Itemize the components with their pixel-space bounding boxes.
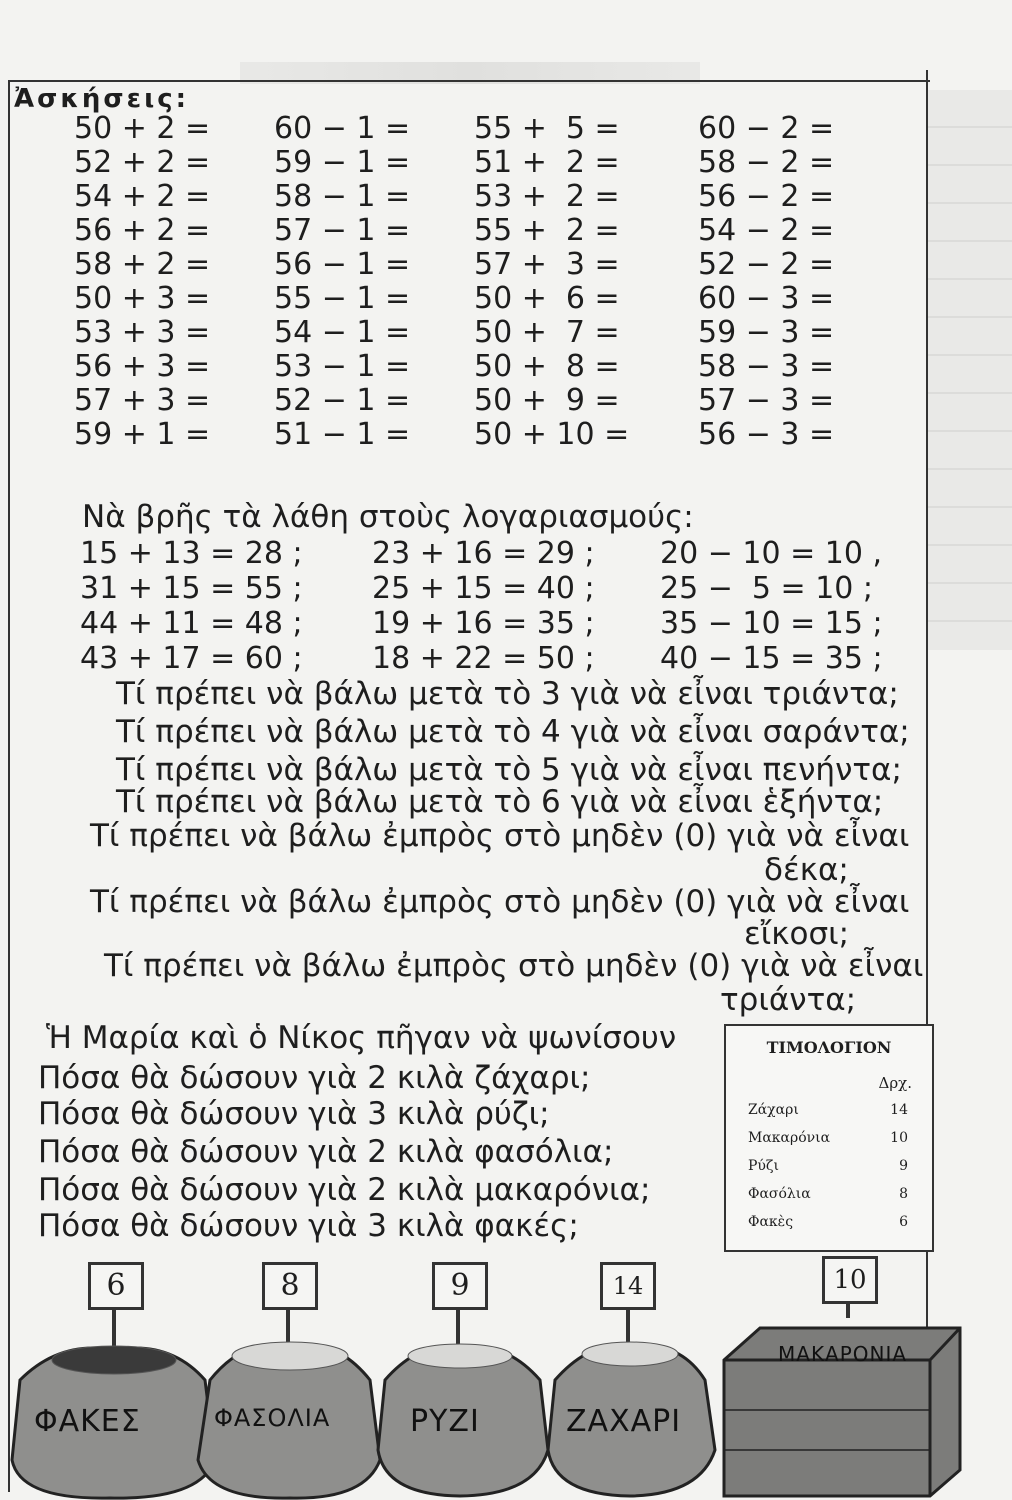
error-item: 31 + 15 = 55 ; <box>80 571 303 606</box>
exercise-item: 52 − 2 = <box>698 247 835 282</box>
exercise-item: 57 + 3 = <box>74 383 211 418</box>
price-item-value: 9 <box>899 1158 908 1174</box>
exercise-item: 50 + 7 = <box>474 315 620 350</box>
exercise-item: 56 − 2 = <box>698 179 835 214</box>
page-title: Ἀσκήσεις: <box>14 84 190 114</box>
question-4: Τί πρέπει νὰ βάλω μετὰ τὸ 6 γιὰ νὰ εἶναι ἑξήντα; <box>116 784 884 820</box>
sack-label: ΦΑΣΟΛΙΑ <box>214 1404 331 1432</box>
exercise-item: 54 + 2 = <box>74 179 211 214</box>
price-list-row <box>748 1130 908 1146</box>
price-list-row <box>748 1214 908 1230</box>
price-sign: 10 <box>822 1256 878 1304</box>
exercise-item: 51 + 2 = <box>474 145 620 180</box>
question-2: Τί πρέπει νὰ βάλω μετὰ τὸ 4 γιὰ νὰ εἶναι σαράντα; <box>116 714 910 750</box>
error-item: 23 + 16 = 29 ; <box>372 536 595 571</box>
shopping-question: Πόσα θὰ δώσουν γιὰ 2 κιλὰ ζάχαρι; <box>38 1060 591 1096</box>
exercise-item: 51 − 1 = <box>274 417 411 452</box>
exercise-item: 50 + 6 = <box>474 281 620 316</box>
price-list-row <box>748 1158 908 1174</box>
price-list-row <box>748 1186 908 1202</box>
exercise-item: 59 − 3 = <box>698 315 835 350</box>
price-sign: 6 <box>88 1262 144 1310</box>
exercise-item: 59 + 1 = <box>74 417 211 452</box>
error-item: 35 − 10 = 15 ; <box>660 606 883 641</box>
price-item-name: Ρύζι <box>748 1158 780 1174</box>
exercise-column-1 <box>74 112 210 452</box>
price-list-row <box>748 1102 908 1118</box>
question-5: Τί πρέπει νὰ βάλω ἐμπρὸς στὸ μηδὲν (0) γιὰ νὰ εἶναι <box>90 818 910 854</box>
exercise-item: 56 + 3 = <box>74 349 211 384</box>
shopping-question: Πόσα θὰ δώσουν γιὰ 2 κιλὰ μακαρόνια; <box>38 1172 651 1208</box>
price-item-name: Ζάχαρι <box>748 1102 799 1118</box>
price-item-value: 6 <box>899 1214 908 1230</box>
sack-label: ΖΑΧΑΡΙ <box>566 1404 682 1439</box>
error-item: 40 − 15 = 35 ; <box>660 641 883 676</box>
shopping-question: Πόσα θὰ δώσουν γιὰ 2 κιλὰ φασόλια; <box>38 1134 614 1170</box>
exercise-item: 54 − 2 = <box>698 213 835 248</box>
price-list-unit: Δρχ. <box>878 1074 912 1092</box>
error-item: 18 + 22 = 50 ; <box>372 641 595 676</box>
error-item: 44 + 11 = 48 ; <box>80 606 303 641</box>
shopping-question: Πόσα θὰ δώσουν γιὰ 3 κιλὰ φακές; <box>38 1208 579 1244</box>
exercise-item: 52 + 2 = <box>74 145 211 180</box>
sack-label: ΡΥΖΙ <box>410 1404 480 1439</box>
error-item: 25 + 15 = 40 ; <box>372 571 595 606</box>
question-3: Τί πρέπει νὰ βάλω μετὰ τὸ 5 γιὰ νὰ εἶναι πενήντα; <box>116 752 902 788</box>
price-list <box>724 1024 934 1252</box>
exercise-item: 55 + 5 = <box>474 111 620 146</box>
exercise-item: 57 − 1 = <box>274 213 411 248</box>
price-sign: 14 <box>600 1262 656 1310</box>
price-list-title: ΤΙΜΟΛΟΓΙΟΝ <box>766 1038 892 1057</box>
exercise-item: 60 − 3 = <box>698 281 835 316</box>
exercise-item: 58 − 3 = <box>698 349 835 384</box>
errors-column-2 <box>372 536 595 676</box>
price-item-value: 10 <box>890 1130 908 1146</box>
error-item: 20 − 10 = 10 , <box>660 536 883 571</box>
exercise-item: 58 − 2 = <box>698 145 835 180</box>
exercise-item: 56 − 3 = <box>698 417 835 452</box>
price-sign: 9 <box>432 1262 488 1310</box>
exercise-column-2 <box>274 112 410 452</box>
exercise-item: 52 − 1 = <box>274 383 411 418</box>
exercise-item: 57 − 3 = <box>698 383 835 418</box>
question-1: Τί πρέπει νὰ βάλω μετὰ τὸ 3 γιὰ νὰ εἶναι τριάντα; <box>116 676 899 712</box>
errors-column-1 <box>80 536 303 676</box>
price-item-name: Φακὲς <box>748 1214 794 1230</box>
exercise-item: 50 + 3 = <box>74 281 211 316</box>
exercise-item: 50 + 2 = <box>74 111 211 146</box>
exercise-item: 50 + 10 = <box>474 417 630 452</box>
error-item: 25 − 5 = 10 ; <box>660 571 874 606</box>
shopping-intro: Ἡ Μαρία καὶ ὁ Νίκος πῆγαν νὰ ψωνίσουν <box>46 1020 677 1056</box>
crate-label: ΜΑΚΑΡΟΝΙΑ <box>778 1342 908 1366</box>
exercise-item: 50 + 9 = <box>474 383 620 418</box>
price-sign: 8 <box>262 1262 318 1310</box>
price-item-value: 14 <box>890 1102 908 1118</box>
exercise-item: 54 − 1 = <box>274 315 411 350</box>
question-6-answer-word: εἴκοσι; <box>744 916 850 952</box>
exercise-column-3 <box>474 112 629 452</box>
error-item: 43 + 17 = 60 ; <box>80 641 303 676</box>
question-7-answer-word: τριάντα; <box>720 982 857 1018</box>
exercise-item: 57 + 3 = <box>474 247 620 282</box>
exercise-item: 55 + 2 = <box>474 213 620 248</box>
goods-illustration <box>0 1300 1012 1500</box>
error-item: 19 + 16 = 35 ; <box>372 606 595 641</box>
exercise-item: 60 − 1 = <box>274 111 411 146</box>
sack-label: ΦΑΚΕΣ <box>34 1404 141 1439</box>
exercise-item: 58 − 1 = <box>274 179 411 214</box>
exercise-item: 58 + 2 = <box>74 247 211 282</box>
exercise-item: 55 − 1 = <box>274 281 411 316</box>
question-5-answer-word: δέκα; <box>764 852 849 888</box>
exercise-item: 56 − 1 = <box>274 247 411 282</box>
errors-column-3 <box>660 536 883 676</box>
shopping-question: Πόσα θὰ δώσουν γιὰ 3 κιλὰ ρύζι; <box>38 1096 550 1132</box>
exercise-item: 53 − 1 = <box>274 349 411 384</box>
faded-background-table <box>928 90 1012 650</box>
price-item-name: Μακαρόνια <box>748 1130 831 1146</box>
exercise-item: 60 − 2 = <box>698 111 835 146</box>
exercise-item: 53 + 3 = <box>74 315 211 350</box>
exercise-item: 53 + 2 = <box>474 179 620 214</box>
error-item: 15 + 13 = 28 ; <box>80 536 303 571</box>
exercise-column-4 <box>698 112 834 452</box>
price-item-name: Φασόλια <box>748 1186 811 1202</box>
errors-heading: Νὰ βρῆς τὰ λάθη στοὺς λογαριασμούς: <box>82 499 694 535</box>
exercise-item: 59 − 1 = <box>274 145 411 180</box>
question-6: Τί πρέπει νὰ βάλω ἐμπρὸς στὸ μηδὲν (0) γιὰ νὰ εἶναι <box>90 884 910 920</box>
exercise-item: 50 + 8 = <box>474 349 620 384</box>
question-7: Τί πρέπει νὰ βάλω ἐμπρὸς στὸ μηδὲν (0) γιὰ νὰ εἶναι <box>104 948 924 984</box>
price-item-value: 8 <box>899 1186 908 1202</box>
exercise-item: 56 + 2 = <box>74 213 211 248</box>
